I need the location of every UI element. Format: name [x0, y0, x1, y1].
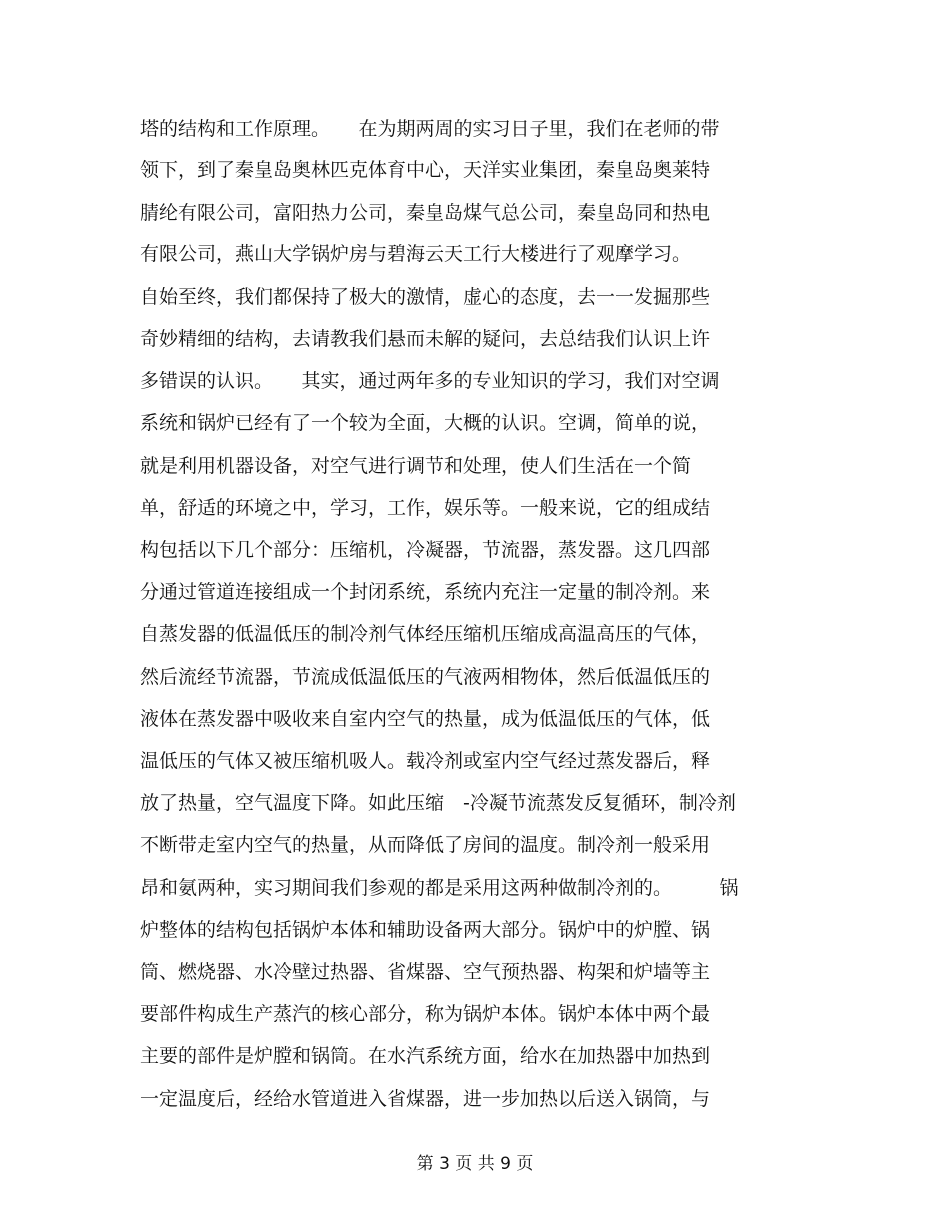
body-text-line: 昂和氨两种，实习期间我们参观的都是采用这两种做制冷剂的。 锅 [140, 877, 739, 899]
body-text-line: 领下，到了秦皇岛奥林匹克体育中心，天洋实业集团，秦皇岛奥莱特 [140, 159, 711, 181]
body-text-line: 自蒸发器的低温低压的制冷剂气体经压缩机压缩成高温高压的气体， [140, 623, 711, 645]
body-text-line: 炉整体的结构包括锅炉本体和辅助设备两大部分。锅炉中的炉膛、锅 [140, 919, 711, 941]
body-text-line: 要部件构成生产蒸汽的核心部分，称为锅炉本体。锅炉本体中两个最 [140, 1003, 711, 1025]
body-text-line: 分通过管道连接组成一个封闭系统，系统内充注一定量的制冷剂。来 [140, 581, 711, 603]
body-text-line: 就是利用机器设备，对空气进行调节和处理，使人们生活在一个简 [140, 455, 692, 477]
body-text-line: 不断带走室内空气的热量，从而降低了房间的温度。制冷剂一般采用 [140, 834, 711, 856]
body-text-line: 奇妙精细的结构，去请教我们悬而未解的疑问，去总结我们认识上许 [140, 328, 711, 350]
body-text-line: 然后流经节流器，节流成低温低压的气液两相物体，然后低温低压的 [140, 666, 711, 688]
body-text-line: 多错误的认识。 其实，通过两年多的专业知识的学习，我们对空调 [140, 370, 720, 392]
body-text-line: 自始至终，我们都保持了极大的激情，虚心的态度，去一一发掘那些 [140, 286, 711, 308]
body-text-line: 构包括以下几个部分：压缩机，冷凝器，节流器，蒸发器。这几四部 [140, 539, 711, 561]
body-text-line: 放了热量，空气温度下降。如此压缩 -冷凝节流蒸发反复循环，制冷剂 [140, 792, 736, 814]
body-text-line: 主要的部件是炉膛和锅筒。在水汽系统方面，给水在加热器中加热到 [140, 1045, 711, 1067]
body-text-line: 有限公司，燕山大学锅炉房与碧海云天工行大楼进行了观摩学习。 [140, 243, 692, 265]
body-text-line: 液体在蒸发器中吸收来自室内空气的热量，成为低温低压的气体，低 [140, 708, 711, 730]
body-text-line: 一定温度后，经给水管道进入省煤器，进一步加热以后送入锅筒，与 [140, 1088, 711, 1110]
body-text-line: 单，舒适的环境之中，学习，工作，娱乐等。一般来说，它的组成结 [140, 497, 711, 519]
body-text-line: 系统和锅炉已经有了一个较为全面，大概的认识。空调，简单的说， [140, 412, 711, 434]
page-number-footer: 第 3 页 共 9 页 [416, 1154, 534, 1174]
body-text-line: 腈纶有限公司，富阳热力公司，秦皇岛煤气总公司，秦皇岛同和热电 [140, 202, 711, 224]
body-text-line: 温低压的气体又被压缩机吸人。载冷剂或室内空气经过蒸发器后，释 [140, 750, 711, 772]
body-text-line: 筒、燃烧器、水冷壁过热器、省煤器、空气预热器、构架和炉墙等主 [140, 961, 711, 983]
body-text-line: 塔的结构和工作原理。 在为期两周的实习日子里，我们在老师的带 [140, 118, 720, 140]
